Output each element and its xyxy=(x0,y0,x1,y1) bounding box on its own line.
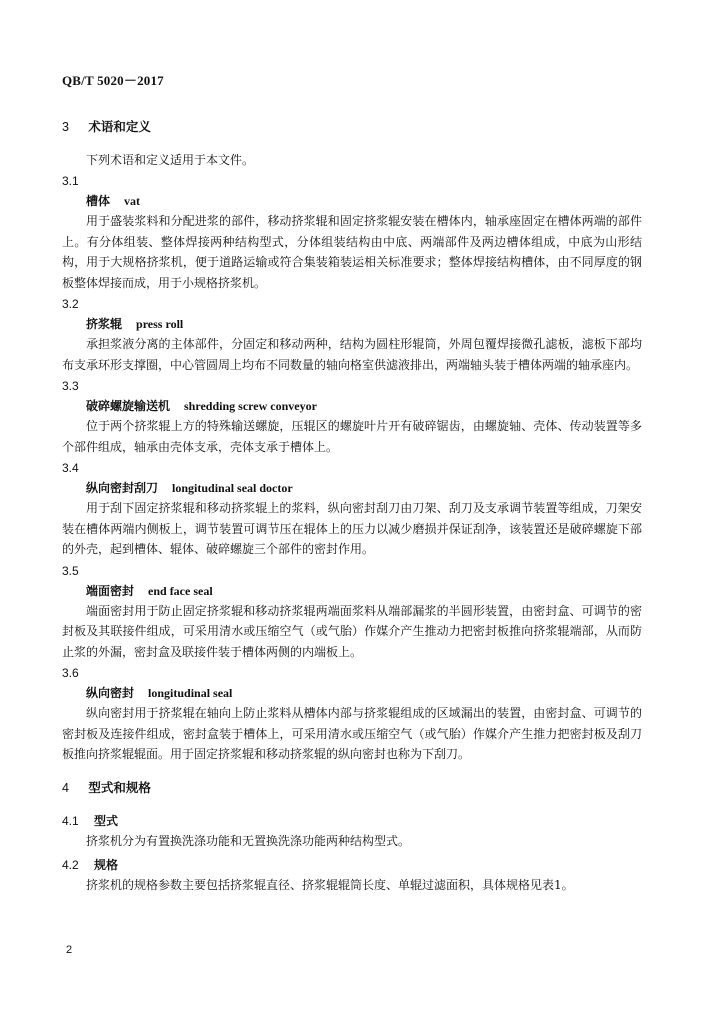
term-heading xyxy=(62,396,642,416)
clause-number: 3.2 xyxy=(62,297,79,311)
subsection-text: 挤浆机分为有置换洗涤功能和无置换洗涤功能两种结构型式。 xyxy=(86,833,411,848)
term-zh: 纵向密封刮刀 xyxy=(86,481,159,495)
term-definition: 承担浆液分离的主体部件，分固定和移动两种，结构为圆柱形辊筒，外周包覆焊接微孔滤板，滤板下部均布支承环形支撑圈，中心管圆周上均布不同数量的轴向格室供滤液排出，两端轴头装于槽体两端的轴承座内。 xyxy=(62,337,642,372)
term-definition: 用于盛装浆料和分配进浆的部件，移动挤浆辊和固定挤浆辊安装在槽体内，轴承座固定在槽体两端的部件上。有分体组装、整体焊接两种结构型式，分体组装结构由中底、两端部件及两边槽体组成，中底为山形结构，用于大规格挤浆机，便于道路运输或符合集装箱装运相关标准要求；整体焊接结构槽体，由不同厚度的钢板整体焊接而成，用于小规格挤浆机。 xyxy=(62,214,642,290)
term-en: shredding screw conveyor xyxy=(184,399,317,413)
clause-number: 3.4 xyxy=(62,461,79,475)
clause-number: 3.6 xyxy=(62,666,79,680)
document-body xyxy=(62,118,642,896)
page-number: 2 xyxy=(66,944,73,956)
term-zh: 槽体 xyxy=(86,194,111,208)
standard-code: QB/T 5020－2017 xyxy=(62,73,164,88)
term-en: longitudinal seal doctor xyxy=(172,481,293,495)
section-title: 型式和规格 xyxy=(88,779,151,795)
section-4-heading xyxy=(62,779,642,797)
section-title: 术语和定义 xyxy=(88,119,151,134)
term-zh: 破碎螺旋输送机 xyxy=(86,399,171,413)
term-definition: 端面密封用于防止固定挤浆辊和移动挤浆辊两端面浆料从端部漏浆的半圆形装置，由密封盒、可调节的密封板及其联接件组成，可采用清水或压缩空气（或气胎）作媒介产生推动力把密封板推向挤浆辊端部，从而防止浆的外漏，密封盒及联接件装于槽体两侧的内端板上。 xyxy=(62,603,642,659)
clause-number: 3.3 xyxy=(62,379,79,393)
term-zh: 端面密封 xyxy=(86,583,135,598)
section-number: 4 xyxy=(62,780,69,795)
term-definition: 位于两个挤浆辊上方的特殊输送螺旋，压辊区的螺旋叶片开有破碎锯齿，由螺旋轴、壳体、传动装置等多个部件组成，轴承由壳体支承，壳体支承于槽体上。 xyxy=(62,419,642,454)
subsection-number: 4.2 xyxy=(62,858,79,872)
term-heading xyxy=(62,191,642,211)
section-intro: 下列术语和定义适用于本文件。 xyxy=(86,153,255,167)
subsection-text: 挤浆机的规格参数主要包括挤浆辊直径、挤浆辊辊筒长度、单辊过滤面积，具体规格见表1。 xyxy=(86,878,574,892)
term-en: longitudinal seal xyxy=(148,686,233,700)
subsection-number: 4.1 xyxy=(62,813,79,828)
clause-number: 3.5 xyxy=(62,563,79,578)
section-3-heading xyxy=(62,118,642,136)
term-en: vat xyxy=(124,194,141,208)
term-definition: 用于刮下固定挤浆辊和移动挤浆辊上的浆料，纵向密封刮刀由刀架、刮刀及支承调节装置等组成，刀架安装在槽体两端内侧板上，调节装置可调节压在辊体上的压力以减少磨损并保证刮净，该装置还是破碎螺旋下部的外壳，起到槽体、辊体、破碎螺旋三个部件的密封作用。 xyxy=(62,501,642,556)
subsection-heading xyxy=(62,811,642,831)
term-heading xyxy=(62,581,642,601)
term-heading xyxy=(62,314,642,334)
subsection-title: 规格 xyxy=(94,858,119,872)
term-definition: 纵向密封用于挤浆辊在轴向上防止浆料从槽体内部与挤浆辊组成的区域漏出的装置，由密封盒、可调节的密封板及连接件组成，密封盒装于槽体上，可采用清水或压缩空气（或气胎）作媒介产生推力把密封板及刮刀板推向挤浆辊辊面。用于固定挤浆辊和移动挤浆辊的纵向密封也称为下刮刀。 xyxy=(62,706,642,761)
term-zh: 纵向密封 xyxy=(86,686,135,700)
subsection-heading xyxy=(62,855,642,875)
section-number: 3 xyxy=(62,120,69,134)
term-zh: 挤浆辊 xyxy=(86,317,123,331)
term-heading xyxy=(62,478,642,498)
term-heading xyxy=(62,683,642,703)
clause-number: 3.1 xyxy=(62,174,79,188)
term-en: end face seal xyxy=(148,583,213,598)
term-en: press roll xyxy=(136,317,184,331)
subsection-title: 型式 xyxy=(94,813,119,828)
